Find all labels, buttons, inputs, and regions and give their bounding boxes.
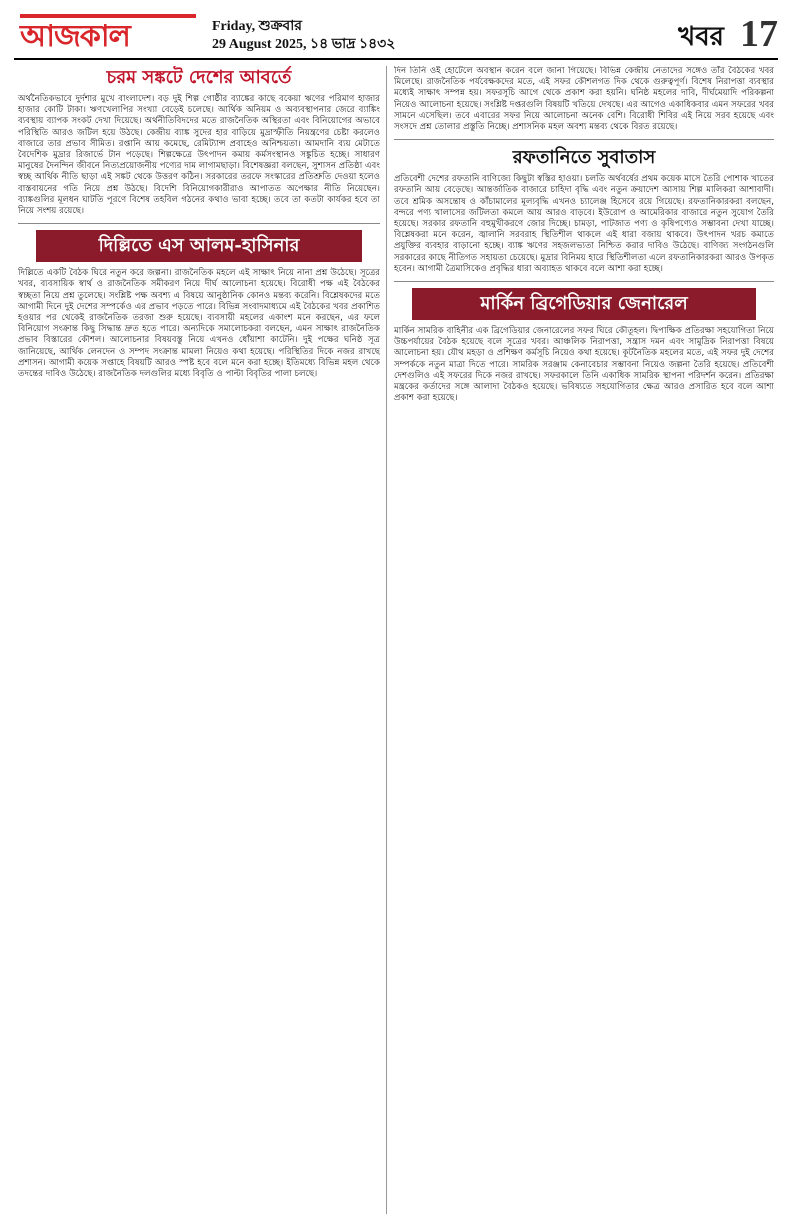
article-exports	[394, 146, 774, 275]
date-block	[212, 18, 395, 54]
masthead	[14, 12, 778, 60]
article-headline: মার্কিন ব্রিগেডিয়ার জেনারেল	[412, 288, 756, 320]
article-continued	[394, 66, 774, 133]
divider	[394, 281, 774, 282]
article-body: দিন তিনি ওই হোটেলে অবস্থান করেন বলে জানা গিয়েছে। বিভিন্ন কেন্দ্রীয় নেতাদের সঙ্গেও তাঁর বৈঠকের খবর মিলেছে। রাজনৈতিক পর্যবেক্ষকদের মতে, এই সফর কৌশলগত দিক থেকে গুরুত্বপূর্ণ। বিশেষ নিরাপত্তা ব্যবস্থার মধ্যেই সাক্ষাৎ সম্পন্ন হয়। সফরসূচি আগে থেকে প্রকাশ করা হয়নি। ঘনিষ্ঠ মহলের দাবি, দীর্ঘমেয়াদি পরিকল্পনা নিয়েও আলোচনা হয়েছে। সংশ্লিষ্ট দপ্তরগুলি বিষয়টি খতিয়ে দেখছে। এর আগেও একাধিকবার এমন সফরের খবর সামনে এসেছিল। তবে এবারের সফর নিয়ে আলোচনা অনেক বেশি। বিরোধী শিবির এই নিয়ে সরব হয়েছে এবং সংসদে প্রশ্ন তোলার প্রস্তুতি নিচ্ছে। প্রশাসনিক মহল অবশ্য মন্তব্য থেকে বিরত রয়েছে।	[394, 66, 774, 133]
article-headline: দিল্লিতে এস আলম-হাসিনার	[36, 230, 362, 262]
column-divider	[386, 66, 387, 1214]
article-delhi-meeting	[18, 230, 380, 380]
article-body: দিল্লিতে একটি বৈঠক ঘিরে নতুন করে জল্পনা। রাজনৈতিক মহলে এই সাক্ষাৎ নিয়ে নানা প্রশ্ন উঠেছে। সূত্রের খবর, ব্যবসায়িক স্বার্থ ও রাজনৈতিক সমীকরণ নিয়ে দীর্ঘ আলোচনা হয়েছে। বিরোধী পক্ষ এই বৈঠকের স্বচ্ছতা নিয়ে প্রশ্ন তুলেছে। সংশ্লিষ্ট পক্ষ অবশ্য এ বিষয়ে আনুষ্ঠানিক কোনও মন্তব্য করেনি। বিশ্লেষকদের মতে আগামী দিনে দুই দেশের সম্পর্কেও এর প্রভাব পড়তে পারে। বিভিন্ন সংবাদমাধ্যমে এই বৈঠকের খবর প্রকাশিত হওয়ার পর থেকেই রাজনৈতিক তরজা শুরু হয়েছে। ব্যবসায়ী মহলের একাংশ মনে করছেন, এর ফলে বিনিয়োগ সংক্রান্ত কিছু সিদ্ধান্ত দ্রুত হতে পারে। অন্যদিকে সমালোচকরা বলছেন, এমন সাক্ষাৎ রাজনৈতিক প্রভাব বিস্তারের কৌশল। আলোচনার বিষয়বস্তু নিয়ে এখনও ধোঁয়াশা কাটেনি। দুই পক্ষের ঘনিষ্ঠ সূত্র জানিয়েছে, আর্থিক লেনদেন ও সম্পদ সংক্রান্ত মামলা নিয়েও কথা হয়েছে। পরিস্থিতির দিকে নজর রাখছে প্রশাসন। আগামী কয়েক সপ্তাহে বিষয়টি আরও স্পষ্ট হবে বলে মনে করা হচ্ছে। ইতিমধ্যে বিভিন্ন মহল থেকে তদন্তের দাবিও উঠেছে। রাজনৈতিক দলগুলির মধ্যে বিবৃতি ও পাল্টা বিবৃতির পালা চলছে।	[18, 268, 380, 380]
newspaper-logo: আজকাল	[20, 14, 196, 56]
issue-date: 29 August 2025, ১৪ ভাদ্র ১৪৩২	[212, 37, 396, 52]
divider	[18, 223, 380, 224]
weekday: Friday, শুক্রবার	[212, 19, 302, 34]
article-body: প্রতিবেশী দেশের রফতানি বাণিজ্যে কিছুটা স্বস্তির হাওয়া। চলতি অর্থবর্ষের প্রথম কয়েক মাসে তৈরি পোশাক খাতের রফতানি আয় বেড়েছে। আন্তর্জাতিক বাজারে চাহিদা বৃদ্ধি এবং নতুন ক্রয়াদেশ আসায় শিল্প মালিকরা আশাবাদী। তবে শ্রমিক অসন্তোষ ও কাঁচামালের মূল্যবৃদ্ধি এখনও চ্যালেঞ্জ হিসেবে রয়ে গিয়েছে। রফতানিকারকরা বলছেন, বন্দরে পণ্য খালাসের জটিলতা কমলে আয় আরও বাড়বে। ইউরোপ ও আমেরিকার বাজারে নতুন সুযোগ তৈরি হয়েছে। সরকার রফতানি বহুমুখীকরণে জোর দিচ্ছে। চামড়া, পাটজাত পণ্য ও কৃষিপণ্যেও সম্ভাবনা দেখা যাচ্ছে। বিশ্লেষকরা মনে করেন, জ্বালানি সরবরাহ স্থিতিশীল থাকলে এই ধারা বজায় থাকবে। উৎপাদন খরচ কমাতে প্রযুক্তির ব্যবহার বাড়ানো হচ্ছে। ব্যাঙ্ক ঋণের সহজলভ্যতা নিশ্চিত করার দাবিও উঠেছে। বাণিজ্য সংগঠনগুলি সরকারের কাছে নীতিগত সহায়তা চেয়েছে। মুদ্রার বিনিময় হারে স্থিতিশীলতা এলে রফতানিকারকরা আরও উপকৃত হবেন। আগামী ত্রৈমাসিকেও প্রবৃদ্ধির ধারা অব্যাহত থাকবে বলে আশা করা হচ্ছে।	[394, 174, 774, 274]
article-crisis	[18, 66, 380, 217]
section-name: খবর	[678, 22, 724, 52]
page-number: 17	[740, 13, 778, 55]
article-body: অর্থনৈতিকভাবে দুর্দশার মুখে বাংলাদেশ। বড় দুই শিল্প গোষ্ঠীর ব্যাঙ্কের কাছে বকেয়া ঋণের পরিমাণ হাজার হাজার কোটি টাকা। ঋণখেলাপির সংখ্যা বেড়েই চলেছে। আর্থিক অনিয়ম ও অব্যবস্থাপনার জেরে ব্যাঙ্কিং ব্যবস্থায় ব্যাপক সংকট দেখা দিয়েছে। অর্থনীতিবিদদের মতে রাজনৈতিক অস্থিরতা এবং বিনিয়োগের অভাবে পরিস্থিতি আরও জটিল হয়ে উঠছে। কেন্দ্রীয় ব্যাঙ্ক সুদের হার বাড়িয়ে মুদ্রাস্ফীতি নিয়ন্ত্রণের চেষ্টা করলেও বাজারে তার প্রভাব সীমিত। রপ্তানি আয় কমেছে, রেমিট্যান্স প্রবাহেও অনিশ্চয়তা। আমদানি ব্যয় মেটাতে বৈদেশিক মুদ্রার রিজার্ভে টান পড়েছে। শিল্পক্ষেত্রে উৎপাদন কমায় কর্মসংস্থানও সঙ্কুচিত হচ্ছে। সাধারণ মানুষের দৈনন্দিন জীবনে নিত্যপ্রয়োজনীয় পণ্যের দাম লাগামছাড়া। বিশেষজ্ঞরা বলছেন, সুশাসন প্রতিষ্ঠা এবং স্বচ্ছ আর্থিক নীতি ছাড়া এই সঙ্কট থেকে উত্তরণ কঠিন। সরকারের তরফে সংস্কারের প্রতিশ্রুতি দেওয়া হলেও বাস্তবায়নের গতি নিয়ে প্রশ্ন উঠছে। বিদেশি বিনিয়োগকারীরাও আপাতত অপেক্ষার নীতি নিয়েছেন। ব্যাঙ্কগুলির মূলধন ঘাটতি পূরণে বিশেষ তহবিল গঠনের কথাও ভাবা হচ্ছে। তবে তা কতটা কার্যকর হবে তা নিয়ে সংশয় রয়েছে।	[18, 94, 380, 217]
article-body: মার্কিন সামরিক বাহিনীর এক ব্রিগেডিয়ার জেনারেলের সফর ঘিরে কৌতূহল। দ্বিপাক্ষিক প্রতিরক্ষা সহযোগিতা নিয়ে উচ্চপর্যায়ের বৈঠক হয়েছে বলে সূত্রের খবর। আঞ্চলিক নিরাপত্তা, সন্ত্রাস দমন এবং সামুদ্রিক নিরাপত্তা বিষয়ে আলোচনা হয়। যৌথ মহড়া ও প্রশিক্ষণ কর্মসূচি নিয়েও কথা হয়েছে। কূটনৈতিক মহলের মতে, এই সফর দুই দেশের সম্পর্ককে নতুন মাত্রা দিতে পারে। সামরিক সরঞ্জাম কেনাবেচার সম্ভাবনা নিয়েও জল্পনা তৈরি হয়েছে। প্রতিবেশী দেশগুলিও এই সফরের দিকে নজর রাখছে। সফরকালে তিনি একাধিক সামরিক স্থাপনা পরিদর্শন করেন। প্রতিরক্ষা মন্ত্রকের কর্তাদের সঙ্গে আলাদা বৈঠকও হয়েছে। ভবিষ্যতে সহযোগিতার ক্ষেত্র আরও প্রসারিত হবে বলে আশা প্রকাশ করা হয়েছে।	[394, 326, 774, 404]
divider	[394, 139, 774, 140]
left-column	[18, 66, 380, 1214]
right-column	[394, 66, 774, 1214]
article-us-general	[394, 288, 774, 404]
article-headline: রফতানিতে সুবাতাস	[512, 147, 656, 169]
article-headline: চরম সঙ্কটে দেশের আবর্তে	[106, 67, 292, 88]
